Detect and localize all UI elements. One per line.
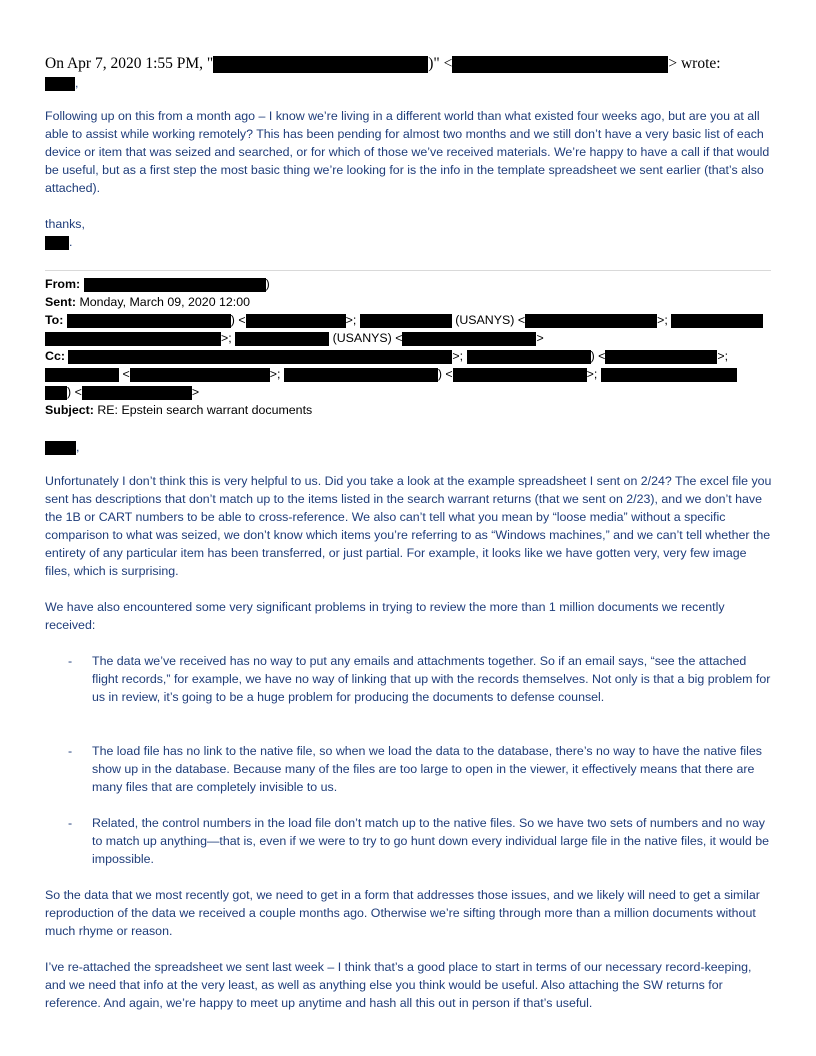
reply-body: Following up on this from a month ago – I know we’re living in a different world than what existed four weeks ago, but are you at all able to assist while working remotely? This has been pending for almost two months and we still don’t have a very basic list of each device or item that was seized and searched, or for which of those we’ve received materials. We’re happy to have a call if that would be useful, but as a first step the most basic thing we’re looking for is the info in the template spreadsheet we sent earlier (that’s also attached).	[45, 109, 770, 195]
redaction-to-4	[235, 332, 329, 346]
reply-signature-period: .	[69, 235, 73, 249]
redaction-sender-email	[452, 56, 668, 73]
cc-lt-1: ) <	[590, 349, 606, 363]
reply-greeting	[45, 74, 78, 92]
header-to-line-1	[45, 311, 763, 329]
redaction-to-2	[360, 314, 452, 328]
redaction-to-3	[671, 314, 763, 328]
subject-label: Subject:	[45, 403, 94, 417]
cc-sep-3: >;	[269, 367, 281, 381]
redaction-to-1-email	[246, 314, 346, 328]
message-paragraph-3: So the data that we most recently got, we need to get in a form that addresses those issues, and we likely will need to get a similar reproduction of the data we received a couple months ago. Otherwise we’re sifting through more than a million documents without much rhyme or reason.	[45, 888, 760, 938]
from-label: From:	[45, 277, 81, 291]
message-paragraph-1: Unfortunately I don’t think this is very helpful to us. Did you take a look at the example spreadsheet I sent on 2/24? The excel file you sent has descriptions that don’t match up to the items listed in the search warrant returns (that we sent on 2/23), and we don’t have the 1B or CART numbers to be able to cross-reference. We also can’t tell what you mean by “loose media” without a specific comparison to what was seized, we don’t know which items you’re referring to as “Windows machines,” and we can’t tell whether the entirety of any particular item has been transferred, or just partial. For example, it looks like we have gotten very, very few image files, which is surprising.	[45, 474, 772, 578]
to-sep-2: >;	[657, 313, 668, 327]
redaction-sender-name	[213, 56, 428, 73]
header-from	[45, 275, 270, 293]
quoted-header	[45, 55, 721, 73]
bullet-marker-1: -	[68, 654, 73, 668]
message-greeting-comma: ,	[76, 440, 80, 454]
cc-sep-2: >;	[717, 349, 729, 363]
cc-lt-3: ) <	[67, 385, 82, 399]
redaction-cc-3	[45, 368, 119, 382]
message-paragraph-4: I’ve re-attached the spreadsheet we sent last week – I think that’s a good place to start in terms of our necessary record-keeping, and we need that info at the very least, as well as anything else you think would be useful. Also attaching the SW returns for reference. And again, we’re happy to meet up anytime and hash all this out in person if that’s useful.	[45, 960, 752, 1010]
reply-signoff: thanks,	[45, 217, 85, 231]
subject-value: RE: Epstein search warrant documents	[97, 403, 313, 417]
redaction-cc-2-email	[605, 350, 717, 364]
redaction-cc-1	[68, 350, 452, 364]
to-sep-3: >;	[221, 331, 232, 345]
redaction-to-2-email	[525, 314, 657, 328]
header-subject	[45, 401, 312, 419]
redaction-to-4-email	[402, 332, 536, 346]
redaction-cc-3-email	[130, 368, 270, 382]
separator-line	[45, 270, 771, 271]
redaction-cc-5-email	[82, 386, 192, 400]
from-suffix: )	[265, 277, 270, 291]
to-sep-1: >;	[345, 313, 357, 327]
sent-label: Sent:	[45, 295, 76, 309]
bullet-item-2: The load file has no link to the native file, so when we load the data to the database, there’s no way to have the native files show up in the database. Because many of the files are too large to open in the viewer, it effectively means that there are many files that are completely invisible to us.	[92, 744, 762, 794]
header-cc-line-1	[45, 347, 728, 365]
header-cc-line-3	[45, 383, 199, 401]
redaction-to-1	[67, 314, 231, 328]
message-paragraph-2: We have also encountered some very significant problems in trying to review the more than 1 million documents we recently received:	[45, 600, 725, 632]
quoted-header-suffix: > wrote:	[668, 55, 721, 72]
to-lt-1: ) <	[230, 313, 246, 327]
cc-lt-2: ) <	[437, 367, 453, 381]
reply-signature	[45, 233, 72, 251]
redaction-greeting-name	[45, 77, 75, 91]
to-gt: >	[536, 331, 544, 345]
redaction-from	[84, 278, 266, 292]
redaction-cc-4-email	[453, 368, 587, 382]
redaction-cc-2	[467, 350, 591, 364]
cc-label: Cc:	[45, 349, 65, 363]
to-usanys-2: (USANYS) <	[332, 331, 403, 345]
message-greeting	[45, 438, 79, 456]
header-sent	[45, 293, 250, 311]
cc-sep-1: >;	[452, 349, 464, 363]
to-usanys-1: (USANYS) <	[455, 313, 526, 327]
bullet-item-1: The data we’ve received has no way to put any emails and attachments together. So if an email says, “see the attached flight records,” for example, we have no way of linking that up with the records themselves. Not only is that a big problem for us in review, it’s going to be a huge problem for producing the documents to defense counsel.	[92, 654, 771, 704]
bullet-marker-3: -	[68, 816, 73, 830]
quoted-header-mid: )" <	[428, 55, 453, 72]
redaction-signature	[45, 236, 69, 250]
redaction-to-3-email	[45, 332, 221, 346]
redaction-message-greeting	[45, 441, 76, 455]
reply-greeting-comma: ,	[75, 76, 79, 90]
redaction-cc-4	[284, 368, 438, 382]
cc-gt: >	[191, 385, 200, 399]
header-cc-line-2: < >; ) < >;	[45, 365, 737, 383]
header-to-line-2	[45, 329, 544, 347]
redaction-cc-5b	[45, 386, 67, 400]
bullet-marker-2: -	[68, 744, 73, 758]
quoted-header-prefix: On Apr 7, 2020 1:55 PM, "	[45, 55, 214, 72]
bullet-item-3: Related, the control numbers in the load file don’t match up to the native files. So we have two sets of numbers and no way to match up anything—that is, even if we were to try to go hunt down every individual large file in the native files, it would be impossible.	[92, 816, 770, 866]
sent-value: Monday, March 09, 2020 12:00	[79, 295, 251, 309]
redaction-cc-5	[601, 368, 737, 382]
to-label: To:	[45, 313, 64, 327]
cc-sep-4: >;	[586, 367, 598, 381]
